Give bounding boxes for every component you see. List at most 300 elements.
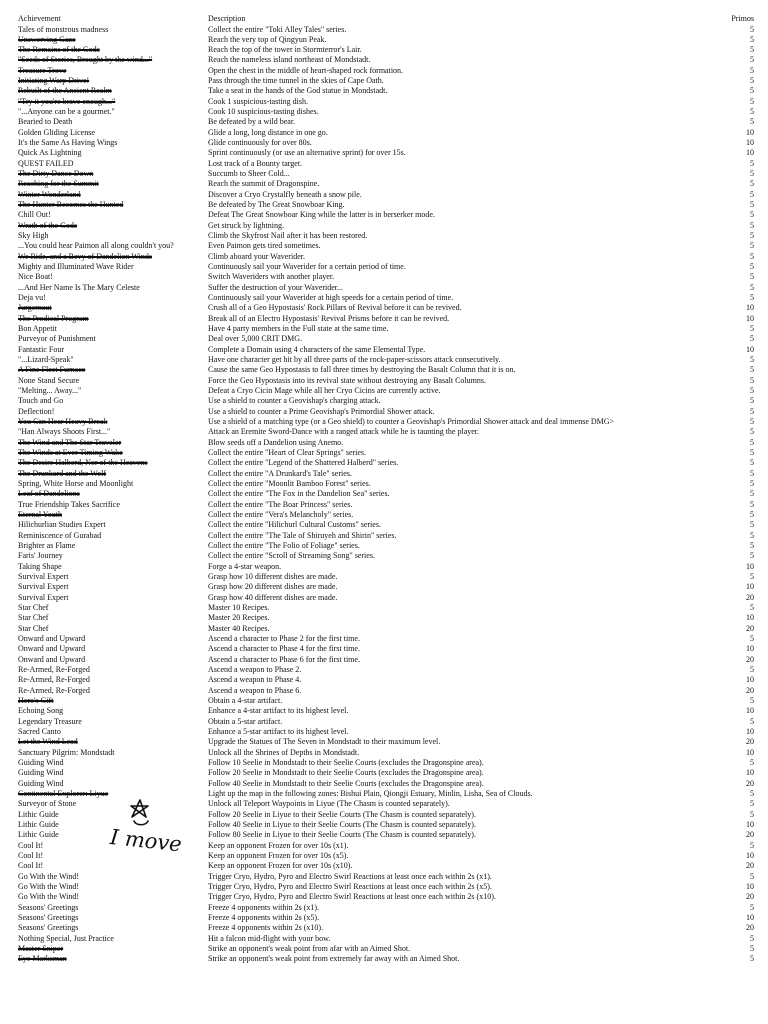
achievement-primos: 5	[750, 499, 754, 509]
table-row	[0, 768, 768, 778]
achievement-primos: 20	[746, 685, 754, 695]
achievement-description: Be defeated by a wild bear.	[208, 117, 296, 127]
achievement-name: Reaching for the Summit	[18, 179, 99, 189]
table-row	[0, 55, 768, 65]
achievement-primos: 5	[750, 334, 754, 344]
achievement-primos: 20	[746, 592, 754, 602]
achievement-name: Star Chef	[18, 602, 49, 612]
table-row	[0, 696, 768, 706]
achievement-name: Cool It!	[18, 850, 44, 860]
table-row	[0, 923, 768, 933]
achievement-name: Purveyor of Punishment	[18, 334, 96, 344]
achievement-description: Freeze 4 opponents within 2s (x10).	[208, 923, 324, 933]
table-row	[0, 386, 768, 396]
achievement-name: Chill Out!	[18, 210, 51, 220]
achievement-name: True Friendship Takes Sacrifice	[18, 499, 120, 509]
achievement-description: Switch Waveriders with another player.	[208, 272, 335, 282]
table-row	[0, 262, 768, 272]
achievement-description: Collect the entire "The Boar Princess" series.	[208, 499, 353, 509]
achievement-name: Go With the Wind!	[18, 892, 80, 902]
achievement-name: Lithic Guide	[18, 819, 59, 829]
table-row	[0, 634, 768, 644]
table-row	[0, 231, 768, 241]
achievement-primos: 10	[746, 127, 754, 137]
achievement-primos: 5	[750, 282, 754, 292]
achievement-description: Follow 40 Seelie in Mondstadt to their Seelie Courts (excludes the Dragonspine area).	[208, 778, 484, 788]
achievement-primos: 5	[750, 489, 754, 499]
achievement-name: Star Chef	[18, 623, 49, 633]
achievement-primos: 5	[750, 933, 754, 943]
achievement-name: Survival Expert	[18, 582, 69, 592]
achievement-primos: 5	[750, 530, 754, 540]
achievement-primos: 5	[750, 602, 754, 612]
achievement-primos: 5	[750, 757, 754, 767]
achievement-name: Brighter as Flame	[18, 541, 76, 550]
achievement-description: Ascend a weapon to Phase 4.	[208, 675, 302, 685]
achievement-primos: 10	[746, 582, 754, 592]
table-row	[0, 913, 768, 923]
achievement-name: Tales of monstrous madness	[18, 24, 109, 34]
achievement-name: "...Lizard-Speak"	[18, 355, 74, 365]
achievement-primos: 5	[750, 799, 754, 809]
achievement-description: Sprint continuously (or use an alternative sprint) for over 15s.	[208, 148, 406, 158]
achievement-description: Continuously sail your Waverider for a certain period of time.	[208, 262, 406, 272]
table-row	[0, 314, 768, 324]
achievement-description: Unlock all Teleport Waypoints in Liyue (The Chasm is counted separately).	[208, 799, 450, 809]
table-row	[0, 665, 768, 675]
achievement-description: Collect the entire "The Folio of Foliage" series.	[208, 541, 360, 550]
achievement-primos: 5	[750, 34, 754, 44]
achievement-primos: 5	[750, 76, 754, 86]
achievement-name: Continental Explorer: Liyue	[18, 788, 109, 798]
table-row	[0, 283, 768, 293]
achievement-description: Break all of an Electro Hypostasis' Revival Prisms before it can be revived.	[208, 313, 450, 323]
table-row	[0, 148, 768, 158]
achievement-primos: 10	[746, 912, 754, 922]
achievement-primos: 20	[746, 778, 754, 788]
achievement-primos: 5	[750, 437, 754, 447]
table-row	[0, 903, 768, 913]
achievement-name: Re-Armed, Re-Forged	[18, 664, 90, 674]
achievement-description: Light up the map in the following zones: Bishui Plain, Qiongji Estuary, Minlin, Lisha, Sea of Clouds.	[208, 788, 533, 798]
achievement-name: Go With the Wind!	[18, 881, 80, 891]
table-row	[0, 97, 768, 107]
table-row	[0, 789, 768, 799]
table-row	[0, 861, 768, 871]
achievement-primos: 5	[750, 107, 754, 117]
achievement-name: Initiating Warp Drive!	[18, 76, 90, 86]
achievement-description: Keep an opponent Frozen for over 10s (x10).	[208, 861, 353, 871]
table-row	[0, 272, 768, 282]
achievement-primos: 10	[746, 561, 754, 571]
table-row	[0, 303, 768, 313]
achievement-name: QUEST FAILED	[18, 158, 74, 168]
table-row	[0, 479, 768, 489]
achievement-description: Collect the entire "A Drunkard's Tale" series.	[208, 468, 352, 478]
achievement-name: The Wind and The Star Traveler	[18, 437, 122, 447]
table-row	[0, 593, 768, 603]
achievement-name: Onward and Upward	[18, 633, 86, 643]
achievement-primos: 5	[750, 272, 754, 282]
achievement-name: Nothing Special, Just Practice	[18, 933, 114, 943]
achievement-primos: 5	[750, 96, 754, 106]
table-row	[0, 427, 768, 437]
achievement-name: Go With the Wind!	[18, 871, 80, 881]
achievement-primos: 5	[750, 571, 754, 581]
table-row	[0, 45, 768, 55]
achievement-name: Guiding Wind	[18, 757, 64, 767]
achievement-name: Re-Armed, Re-Forged	[18, 675, 90, 685]
table-row	[0, 799, 768, 809]
achievement-primos: 5	[750, 541, 754, 550]
achievement-description: Grasp how 10 different dishes are made.	[208, 571, 338, 581]
table-row	[0, 221, 768, 231]
achievement-name: Echoing Song	[18, 706, 64, 716]
achievement-description: Strike an opponent's weak point from afar with an Aimed Shot.	[208, 943, 411, 953]
achievement-description: Obtain a 5-star artifact.	[208, 716, 283, 726]
achievement-description: Freeze 4 opponents within 2s (x5).	[208, 912, 320, 922]
achievement-description: Keep an opponent Frozen for over 10s (x1).	[208, 840, 349, 850]
achievement-description: Have one character get hit by all three parts of the rock-paper-scissors attack consecutively.	[208, 355, 501, 365]
achievement-primos: 5	[750, 55, 754, 65]
achievement-description: Ascend a character to Phase 2 for the first time.	[208, 633, 360, 643]
achievement-description: Open the chest in the middle of heart-shaped rock formation.	[208, 65, 404, 75]
annotation-text: I move	[108, 824, 183, 857]
table-row	[0, 448, 768, 458]
achievement-name: Spring, White Horse and Moonlight	[18, 479, 134, 489]
achievement-description: Hit a falcon mid-flight with your bow.	[208, 933, 331, 943]
table-row	[0, 706, 768, 716]
achievement-name: Survival Expert	[18, 592, 69, 602]
achievement-description: Master 40 Recipes.	[208, 623, 270, 633]
achievement-primos: 5	[750, 251, 754, 261]
achievement-description: Collect the entire "Moonlit Bamboo Forest" series.	[208, 479, 371, 489]
table-row	[0, 365, 768, 375]
achievement-primos: 10	[746, 881, 754, 891]
achievement-name: Lithic Guide	[18, 809, 59, 819]
achievement-primos: 10	[746, 819, 754, 829]
achievement-description: Deal over 5,000 CRIT DMG.	[208, 334, 303, 344]
achievement-primos: 10	[746, 850, 754, 860]
table-row	[0, 551, 768, 561]
achievement-primos: 10	[746, 613, 754, 623]
achievement-name: Treasure Trove	[18, 65, 67, 75]
achievement-name: Let the Wind Lead	[18, 737, 78, 747]
achievement-name: The Winds at Ever Timing Wake	[18, 448, 123, 458]
achievement-description: Collect the entire "The Fox in the Dandelion Sea" series.	[208, 489, 390, 499]
achievement-description: Ascend a weapon to Phase 6.	[208, 685, 302, 695]
achievement-name: Master Sniper	[18, 943, 64, 953]
table-row	[0, 572, 768, 582]
achievement-description: Ascend a character to Phase 4 for the first time.	[208, 644, 360, 654]
achievement-description: Defeat a Cryo Cicin Mage while all her Cryo Cicins are currently active.	[208, 386, 441, 396]
table-row	[0, 489, 768, 499]
table-row	[0, 830, 768, 840]
achievement-primos: 5	[750, 871, 754, 881]
achievement-primos: 5	[750, 189, 754, 199]
achievement-primos: 5	[750, 65, 754, 75]
achievement-description: Strike an opponent's weak point from extremely far away with an Aimed Shot.	[208, 954, 460, 964]
achievement-primos: 5	[750, 406, 754, 416]
achievement-name: Sky High	[18, 231, 49, 241]
achievement-primos: 20	[746, 830, 754, 840]
table-row	[0, 293, 768, 303]
achievement-primos: 5	[750, 902, 754, 912]
achievement-name: ...And Her Name Is The Mary Celeste	[18, 282, 140, 292]
table-row	[0, 355, 768, 365]
achievement-name: Fantastic Four	[18, 344, 64, 354]
table-row	[0, 252, 768, 262]
achievement-description: Get struck by lightning.	[208, 220, 284, 230]
achievement-primos: 5	[750, 840, 754, 850]
achievement-primos: 5	[750, 179, 754, 189]
achievement-primos: 10	[746, 313, 754, 323]
achievement-primos: 10	[746, 138, 754, 148]
achievement-description: Ascend a weapon to Phase 2.	[208, 664, 302, 674]
achievement-description: Unlock all the Shrines of Depths in Mondstadt.	[208, 747, 360, 757]
table-row	[0, 241, 768, 251]
achievement-name: Taking Shape	[18, 561, 62, 571]
achievement-description: Follow 20 Seelie in Mondstadt to their Seelie Courts (excludes the Dragonspine area).	[208, 768, 484, 778]
achievement-primos: 5	[750, 386, 754, 396]
achievement-name: Deflection!	[18, 406, 55, 416]
achievement-description: Enhance a 5-star artifact to its highest level.	[208, 726, 349, 736]
achievement-name: Seasons' Greetings	[18, 923, 79, 933]
achievement-name: Cool It!	[18, 861, 44, 871]
achievement-description: Trigger Cryo, Hydro, Pyro and Electro Swirl Reactions at least once each within 2s (x1).	[208, 871, 492, 881]
achievement-primos: 5	[750, 448, 754, 458]
achievement-primos: 5	[750, 551, 754, 561]
achievement-primos: 5	[750, 45, 754, 55]
achievement-name: Seasons' Greetings	[18, 912, 79, 922]
achievement-description: Follow 10 Seelie in Mondstadt to their Seelie Courts (excludes the Dragonspine area).	[208, 757, 484, 767]
achievement-name: You Can Hear Heavy Break	[18, 417, 108, 427]
achievement-name: "Seeds of Stories, Brought by the wind..."	[18, 55, 153, 65]
table-row	[0, 820, 768, 830]
achievement-primos: 10	[746, 675, 754, 685]
achievement-description: Keep an opponent Frozen for over 10s (x5).	[208, 850, 349, 860]
achievement-primos: 5	[750, 324, 754, 334]
achievement-description: Freeze 4 opponents within 2s (x1).	[208, 902, 320, 912]
achievement-primos: 5	[750, 788, 754, 798]
achievement-description: Follow 40 Seelie in Liyue to their Seelie Courts (The Chasm is counted separately).	[208, 819, 476, 829]
table-row	[0, 675, 768, 685]
achievement-description: Reach the nameless island northeast of Mondstadt.	[208, 55, 371, 65]
achievement-description: Use a shield of a matching type (or a Geo shield) to counter a Geovishap's Primordial Shower attack and deal immense DMG>	[208, 417, 615, 427]
table-row	[0, 76, 768, 86]
achievement-name: Winter Wonderland	[18, 189, 81, 199]
table-row	[0, 520, 768, 530]
table-row	[0, 727, 768, 737]
table-row	[0, 210, 768, 220]
achievement-description: Master 10 Recipes.	[208, 602, 270, 612]
achievement-primos: 5	[750, 695, 754, 705]
achievement-primos: 5	[750, 954, 754, 964]
achievement-description: Collect the entire "Toki Alley Tales" series.	[208, 24, 347, 34]
achievement-primos: 20	[746, 623, 754, 633]
achievement-description: Force the Geo Hypostasis into its revival state without destroying any Basalt Columns.	[208, 375, 486, 385]
achievement-primos: 10	[746, 726, 754, 736]
achievement-description: Lost track of a Bounty target.	[208, 158, 303, 168]
table-row	[0, 200, 768, 210]
achievement-primos: 5	[750, 943, 754, 953]
achievement-description: Forge a 4-star weapon.	[208, 561, 282, 571]
achievement-primos: 10	[746, 148, 754, 158]
achievement-name: The Desire Halberd, Nor of the Heavens	[18, 458, 148, 468]
achievement-description: Use a shield to counter a Prime Geovishap's Primordial Shower attack.	[208, 406, 435, 416]
achievement-primos: 20	[746, 737, 754, 747]
achievement-description: Follow 20 Seelie in Liyue to their Seelie Courts (The Chasm is counted separately).	[208, 809, 476, 819]
table-row	[0, 541, 768, 551]
achievement-primos: 5	[750, 241, 754, 251]
achievement-primos: 10	[746, 747, 754, 757]
header-primos: Primos	[731, 14, 754, 23]
achievement-primos: 10	[746, 644, 754, 654]
achievement-description: Glide a long, long distance in one go.	[208, 127, 328, 137]
achievement-name: Touch and Go	[18, 396, 64, 406]
table-row	[0, 159, 768, 169]
table-row	[0, 417, 768, 427]
achievement-name: "Melting... Away..."	[18, 386, 82, 396]
achievement-name: Legendary Treasure	[18, 716, 82, 726]
achievement-name: Mighty and Illuminated Wave Rider	[18, 262, 134, 272]
achievement-primos: 5	[750, 365, 754, 375]
table-row	[0, 851, 768, 861]
achievement-name: Hilichurlian Studies Expert	[18, 520, 106, 530]
table-row	[0, 562, 768, 572]
achievement-description: Cook 10 suspicious-tasting dishes.	[208, 107, 319, 117]
table-row	[0, 396, 768, 406]
achievement-description: Enhance a 4-star artifact to its highest level.	[208, 706, 349, 716]
achievement-description: Collect the entire "The Tale of Shiruyeh and Shirin" series.	[208, 530, 397, 540]
achievement-description: Even Paimon gets tired sometimes.	[208, 241, 321, 251]
achievement-name: It's the Same As Having Wings	[18, 138, 118, 148]
table-row	[0, 190, 768, 200]
table-row	[0, 748, 768, 758]
table-row	[0, 25, 768, 35]
table-row	[0, 334, 768, 344]
table-row	[0, 882, 768, 892]
achievement-name: Reminiscence of Gurabad	[18, 530, 102, 540]
achievement-description: Collect the entire "Vera's Melancholy" series.	[208, 510, 354, 519]
achievement-primos: 20	[746, 654, 754, 664]
table-row	[0, 954, 768, 964]
table-row	[0, 179, 768, 189]
achievement-description: Attack an Eremite Sword-Dance with a ranged attack while he is taunting the player.	[208, 427, 480, 437]
achievement-description: Defeat The Great Snowboar King while the latter is in berserker mode.	[208, 210, 435, 220]
header-achievement: Achievement	[18, 14, 61, 23]
table-row	[0, 810, 768, 820]
achievement-name: The Hunter Becomes the Hunted	[18, 200, 124, 210]
achievement-name: "Han Always Shoots First..."	[18, 427, 111, 437]
achievement-name: Re-Armed, Re-Forged	[18, 685, 90, 695]
header-row	[0, 14, 768, 24]
achievement-primos: 5	[750, 716, 754, 726]
achievement-primos: 5	[750, 633, 754, 643]
achievement-primos: 5	[750, 417, 754, 427]
achievement-primos: 5	[750, 220, 754, 230]
achievement-primos: 5	[750, 355, 754, 365]
achievement-primos: 5	[750, 24, 754, 34]
achievement-primos: 20	[746, 923, 754, 933]
achievement-name: Seasons' Greetings	[18, 902, 79, 912]
achievement-name: Onward and Upward	[18, 654, 86, 664]
achievement-primos: 5	[750, 158, 754, 168]
achievement-primos: 5	[750, 117, 754, 127]
achievement-primos: 20	[746, 861, 754, 871]
table-row	[0, 324, 768, 334]
achievement-description: Grasp how 40 different dishes are made.	[208, 592, 338, 602]
achievement-primos: 5	[750, 231, 754, 241]
achievement-name: Bon Appetit	[18, 324, 57, 334]
achievement-name: Unswerving Gaze	[18, 34, 76, 44]
achievement-primos: 5	[750, 200, 754, 210]
table-row	[0, 582, 768, 592]
achievement-name: Surveyor of Stone	[18, 799, 77, 809]
achievement-description: Discover a Cryo Crystalfly beneath a snow pile.	[208, 189, 362, 199]
achievement-description: Cook 1 suspicious-tasting dish.	[208, 96, 309, 106]
achievement-name: Golden Gliding License	[18, 127, 95, 137]
achievement-description: Master 20 Recipes.	[208, 613, 270, 623]
achievement-description: Ascend a character to Phase 6 for the first time.	[208, 654, 360, 664]
table-row	[0, 117, 768, 127]
achievement-description: Use a shield to counter a Geovishap's charging attack.	[208, 396, 381, 406]
achievement-primos: 5	[750, 458, 754, 468]
table-row	[0, 86, 768, 96]
table-row	[0, 655, 768, 665]
achievement-name: Faris' Journey	[18, 551, 63, 561]
achievement-description: Trigger Cryo, Hydro, Pyro and Electro Swirl Reactions at least once each within 2s (x5).	[208, 881, 492, 891]
achievement-name: The Remains of the Gods	[18, 45, 100, 55]
achievement-name: Wrath of the Gods	[18, 220, 77, 230]
table-row	[0, 35, 768, 45]
achievement-name: Sacred Canto	[18, 726, 61, 736]
achievement-primos: 10	[746, 768, 754, 778]
achievement-primos: 5	[750, 427, 754, 437]
achievement-name: A Fine Fleet Furnace	[18, 365, 86, 375]
achievement-description: Collect the entire "Heart of Clear Springs" series.	[208, 448, 367, 458]
achievement-name: Jurgernaut	[18, 303, 52, 313]
achievement-description: Be defeated by The Great Snowboar King.	[208, 200, 345, 210]
achievement-description: Trigger Cryo, Hydro, Pyro and Electro Swirl Reactions at least once each within 2s (x10).	[208, 892, 496, 902]
achievement-name: Hero's Gift	[18, 695, 54, 705]
achievement-description: Take a seat in the hands of the God statue in Mondstadt.	[208, 86, 388, 96]
table-row	[0, 779, 768, 789]
achievement-primos: 5	[750, 809, 754, 819]
achievement-name: Bearied to Death	[18, 117, 73, 127]
achievement-description: Complete a Domain using 4 characters of the same Elemental Type.	[208, 344, 426, 354]
achievement-description: Reach the very top of Qingyun Peak.	[208, 34, 327, 44]
achievement-primos: 5	[750, 510, 754, 519]
header-description: Description	[208, 14, 246, 23]
achievement-name: Eternal Youth	[18, 510, 62, 519]
achievement-primos: 5	[750, 520, 754, 530]
achievement-name: The Prodical Program	[18, 313, 89, 323]
table-row	[0, 510, 768, 520]
achievement-description: Climb aboard your Waverider.	[208, 251, 305, 261]
table-row	[0, 841, 768, 851]
achievement-description: Collect the entire "Legend of the Shattered Halberd" series.	[208, 458, 399, 468]
achievement-name: "Try it you're brave enough..."	[18, 96, 116, 106]
achievement-primos: 5	[750, 86, 754, 96]
achievement-description: Collect the entire "Hilichurl Cultural Customs" series.	[208, 520, 381, 530]
achievement-description: Reach the top of the tower in Stormterror's Lair.	[208, 45, 362, 55]
achievement-name: Lithic Guide	[18, 830, 59, 840]
achievement-name: We Ride, and a Bevy of Dandelion Winds	[18, 251, 152, 261]
table-row	[0, 758, 768, 768]
achievement-primos: 5	[750, 210, 754, 220]
table-row	[0, 717, 768, 727]
